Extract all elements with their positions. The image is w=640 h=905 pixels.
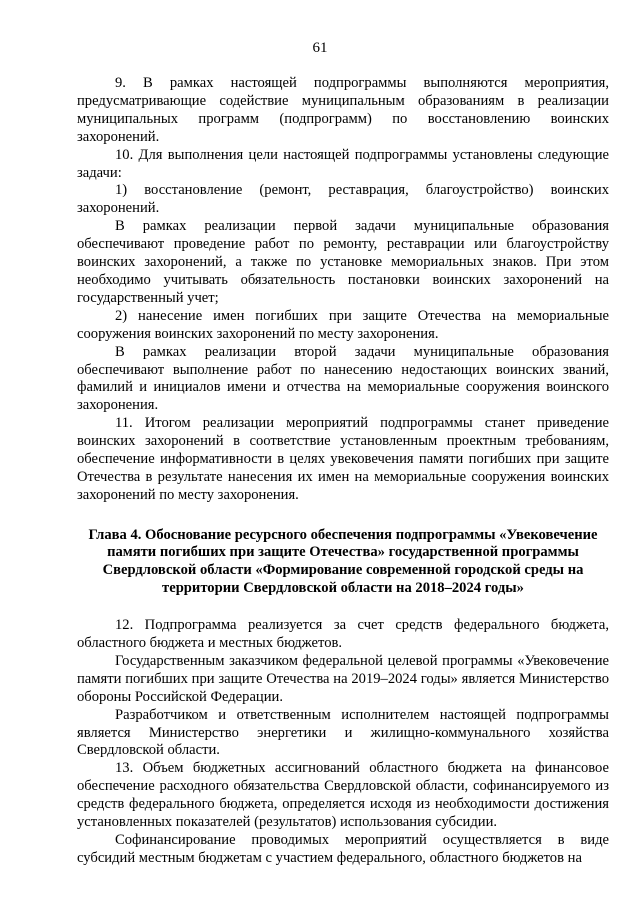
paragraph-item-12: 12. Подпрограмма реализуется за счет средств федерального бюджета, областного бюджета и местных бюджетов. [77, 617, 609, 652]
paragraph-task-1-details: В рамках реализации первой задачи муниципальные образования обеспечивают проведение работ по ремонту, реставрации или благоустройству воинских захоронений, а также по установке мемориальных знаков. При этом необходимо учитывать обязательность постановки воинских захоронений на государственный учет; [77, 218, 609, 306]
task-2: 2) нанесение имен погибших при защите Отечества на мемориальные сооружения воинских захоронений по месту захоронения. [77, 307, 609, 342]
document-body [77, 75, 609, 868]
paragraph-developer: Разработчиком и ответственным исполнителем настоящей подпрограммы является Министерство энергетики и жилищно-коммунального хозяйства Свердловской области. [77, 706, 609, 759]
task-1: 1) восстановление (ремонт, реставрация, благоустройство) воинских захоронений. [77, 182, 609, 217]
paragraph-item-11: 11. Итогом реализации мероприятий подпрограммы станет приведение воинских захоронений в соответствие установленным проектным требованиям, обеспечение информативности в целях увековечения памяти погибших при защите Отечества в результате нанесения их имен на мемориальные сооружения воинских захоронений по месту захоронения. [77, 415, 609, 503]
paragraph-cofinancing: Софинансирование проводимых мероприятий осуществляется в виде субсидий местным бюджетам с участием федерального, областного бюджетов на [77, 832, 609, 866]
paragraph-item-9: 9. В рамках настоящей подпрограммы выполняются мероприятия, предусматривающие содействие муниципальным образованиям в реализации муниципальных программ (подпрограмм) по восстановлению воинских захоронений. [77, 75, 609, 145]
paragraph-item-13: 13. Объем бюджетных ассигнований областного бюджета на финансовое обеспечение расходного обязательства Свердловской области, софинансируемого из средств федерального бюджета, определяется исходя из необходимости достижения установленных показателей (результатов) использования субсидии. [77, 760, 609, 831]
paragraph-item-10: 10. Для выполнения цели настоящей подпрограммы установлены следующие задачи: [77, 146, 609, 181]
chapter-heading: Глава 4. Обоснование ресурсного обеспечения подпрограммы «Увековечение памяти погибших при защите Отечества» государственной программы Свердловской области «Формирование современной городской среды на территории Свердловской области на 2018–2024 годы» [88, 526, 598, 596]
paragraph-state-customer: Государственным заказчиком федеральной целевой программы «Увековечение памяти погибших при защите Отечества на 2019–2024 годы» является Министерство обороны Российской Федерации. [77, 652, 609, 705]
page-number: 61 [312, 40, 328, 56]
paragraph-task-2-details: В рамках реализации второй задачи муниципальные образования обеспечивают выполнение работ по нанесению недостающих воинских званий, фамилий и инициалов имени и отчества на мемориальные сооружения воинского захоронения. [77, 343, 609, 414]
